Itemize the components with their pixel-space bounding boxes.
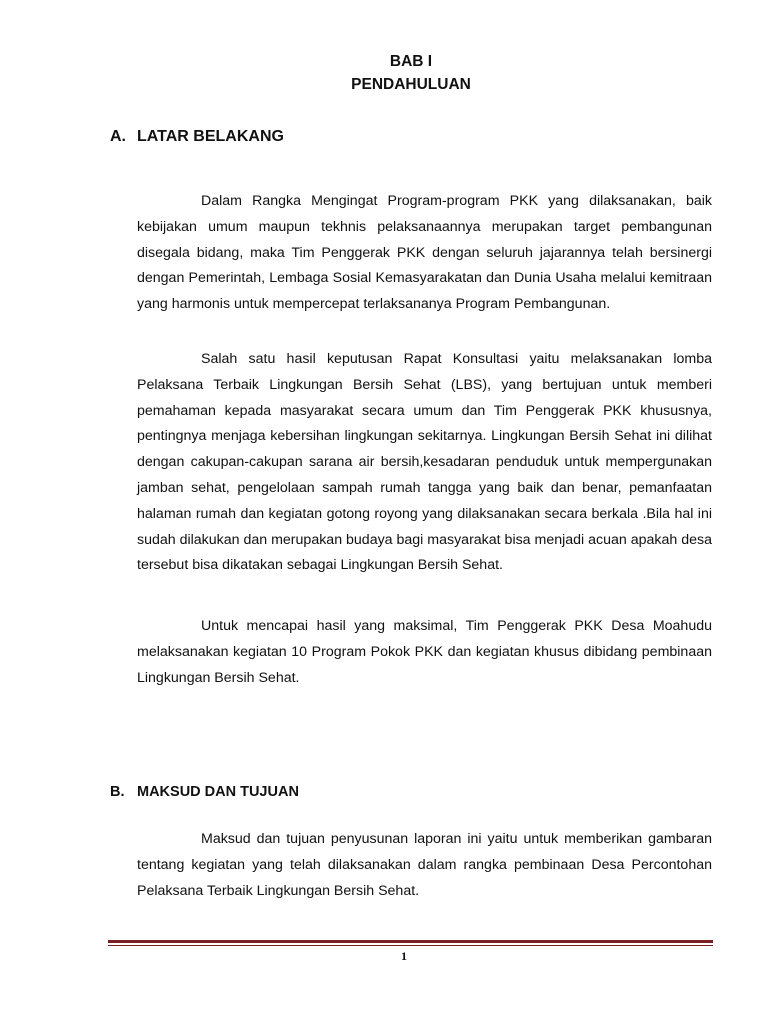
paragraph-latar-belakang-1: Dalam Rangka Mengingat Program-program PKK yang dilaksanakan, baik kebijakan umum maupun tekhnis pelaksanaannya merupakan target pembangunan disegala bidang, maka Tim Penggerak PKK dengan seluruh jajarannya telah bersinergi dengan Pemerintah, Lembaga Sosial Kemasyarakatan dan Dunia Usaha melalui kemitraan yang harmonis untuk mempercepat terlaksananya Program Pembangunan. (137, 193, 712, 313)
paragraph-maksud-tujuan-1: Maksud dan tujuan penyusunan laporan ini yaitu untuk memberikan gambaran tentang kegiatan yang telah dilaksanakan dalam rangka pembinaan Desa Percontohan Pelaksana Terbaik Lingkungan Bersih Sehat. (137, 831, 712, 899)
chapter-number: BAB I (389, 53, 433, 70)
paragraph-latar-belakang-3: Untuk mencapai hasil yang maksimal, Tim Penggerak PKK Desa Moahudu melaksanakan kegiatan 10 Program Pokok PKK dan kegiatan khusus dibidang pembinaan Lingkungan Bersih Sehat. (137, 618, 712, 686)
section-heading-latar-belakang (110, 127, 284, 147)
section-letter: B. (110, 784, 125, 800)
footer-divider-thick (108, 940, 713, 943)
page-number: 1 (401, 949, 407, 963)
chapter-title: PENDAHULUAN (351, 76, 471, 93)
section-title: MAKSUD DAN TUJUAN (137, 784, 299, 800)
paragraph-latar-belakang-2: Salah satu hasil keputusan Rapat Konsultasi yaitu melaksanakan lomba Pelaksana Terbaik Lingkungan Bersih Sehat (LBS), yang bertujuan untuk memberi pemahaman kepada masyarakat secara umum dan Tim Penggerak PKK khususnya, pentingnya menjaga kebersihan lingkungan sekitarnya. Lingkungan Bersih Sehat ini dilihat dengan cakupan-cakupan sarana air bersih,kesadaran penduduk untuk mempergunakan jamban sehat, pengelolaan sampah rumah tangga yang baik dan benar, pemanfaatan halaman rumah dan kegiatan gotong royong yang dilaksanakan secara berkala .Bila hal ini sudah dilakukan dan merupakan budaya bagi masyarakat bisa menjadi acuan apakah desa tersebut bisa dikatakan sebagai Lingkungan Bersih Sehat. (137, 351, 712, 574)
footer-divider-thin (108, 945, 713, 946)
section-title: LATAR BELAKANG (137, 128, 284, 145)
section-heading-maksud-tujuan (110, 783, 299, 801)
footer-divider (108, 940, 713, 947)
section-letter: A. (110, 128, 126, 145)
